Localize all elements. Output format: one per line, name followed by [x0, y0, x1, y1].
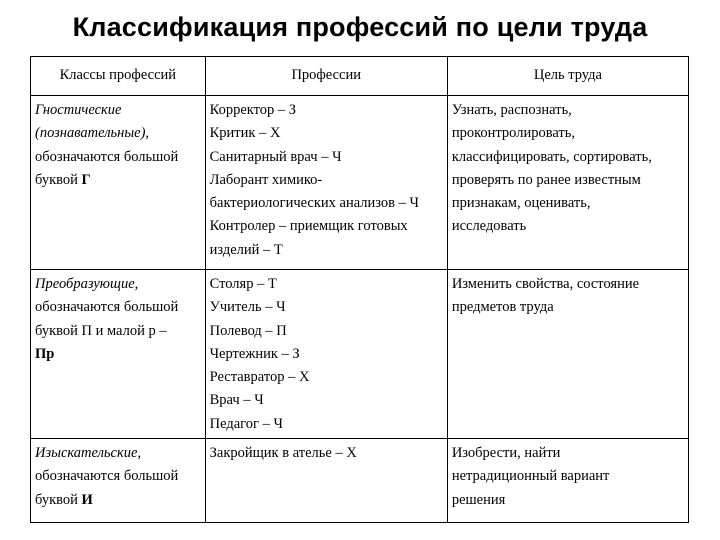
goal-cell: [447, 439, 688, 523]
class-letter-code: Г: [81, 171, 91, 188]
header-professions: Профессии: [205, 57, 447, 96]
profession-item: Критик – Х: [209, 125, 281, 142]
class-letter-code: Пр: [35, 345, 55, 362]
class-line: [35, 296, 201, 319]
class-line: [35, 489, 201, 512]
class-line-text: обозначаются большой: [35, 299, 179, 316]
profession-item: Контролер – приемщик готовых: [209, 218, 408, 235]
goal-line: проконтролировать,: [451, 125, 575, 142]
class-cell: [31, 439, 206, 523]
goal-cell: [447, 270, 688, 439]
class-line-text: буквой: [35, 171, 82, 188]
profession-item: Закройщик в ателье – Х: [209, 445, 357, 461]
class-line-text: (познавательные),: [35, 125, 150, 142]
table-header-row: [31, 57, 689, 96]
class-line-text: обозначаются большой: [35, 148, 179, 165]
goal-line: Изобрести, найти: [451, 445, 561, 461]
profession-item: Санитарный врач – Ч: [209, 148, 342, 165]
class-line-text: Преобразующие,: [35, 276, 139, 292]
table-row: [31, 439, 689, 523]
profession-item: Полевод – П: [209, 322, 287, 339]
goal-line: нетрадиционный вариант: [451, 468, 610, 485]
class-line-text: Изыскательские,: [35, 445, 142, 461]
class-letter-code: И: [81, 491, 93, 508]
class-line: [35, 320, 201, 343]
profession-item: Чертежник – З: [209, 345, 300, 362]
table-row: [31, 270, 689, 439]
profession-item: бактериологических анализов – Ч: [209, 195, 419, 212]
class-line-text: буквой: [35, 491, 82, 508]
professions-cell: [205, 270, 447, 439]
professions-cell: [205, 96, 447, 270]
table-row: [31, 96, 689, 270]
goal-line: проверять по ранее известным: [451, 171, 641, 188]
profession-item: Педагог – Ч: [209, 415, 283, 432]
profession-item: Реставратор – Х: [209, 369, 310, 386]
classification-table-container: [30, 56, 689, 520]
class-line: [35, 343, 201, 366]
goal-cell: [447, 96, 688, 270]
goal-line: Узнать, распознать,: [451, 102, 572, 118]
class-line-text: буквой П и малой р –: [35, 322, 167, 339]
profession-item: Врач – Ч: [209, 392, 264, 409]
header-goal: Цель труда: [447, 57, 688, 96]
class-line: [35, 169, 201, 192]
class-line: [35, 99, 201, 122]
page-title: Классификация профессий по цели труда: [72, 12, 648, 42]
goal-line: классифицировать, сортировать,: [451, 148, 652, 165]
class-line-text: обозначаются большой: [35, 468, 179, 485]
goal-line: решения: [451, 491, 506, 508]
profession-item: Корректор – З: [209, 102, 297, 118]
class-line: [35, 442, 201, 465]
goal-line: предметов труда: [451, 299, 554, 316]
class-line-text: Гностические: [35, 102, 122, 118]
goal-line: Изменить свойства, состояние: [451, 276, 640, 292]
classification-table: [30, 56, 689, 523]
class-cell: [31, 96, 206, 270]
class-line: [35, 273, 201, 296]
profession-item: изделий – Т: [209, 241, 283, 258]
class-line: [35, 465, 201, 488]
class-line: [35, 146, 201, 169]
goal-line: исследовать: [451, 218, 527, 235]
class-line: [35, 122, 201, 145]
goal-line: признакам, оценивать,: [451, 195, 591, 212]
header-classes: Классы профессий: [31, 57, 206, 96]
profession-item: Учитель – Ч: [209, 299, 286, 316]
professions-cell: [205, 439, 447, 523]
profession-item: Столяр – Т: [209, 276, 277, 292]
class-cell: [31, 270, 206, 439]
profession-item: Лаборант химико-: [209, 171, 323, 188]
